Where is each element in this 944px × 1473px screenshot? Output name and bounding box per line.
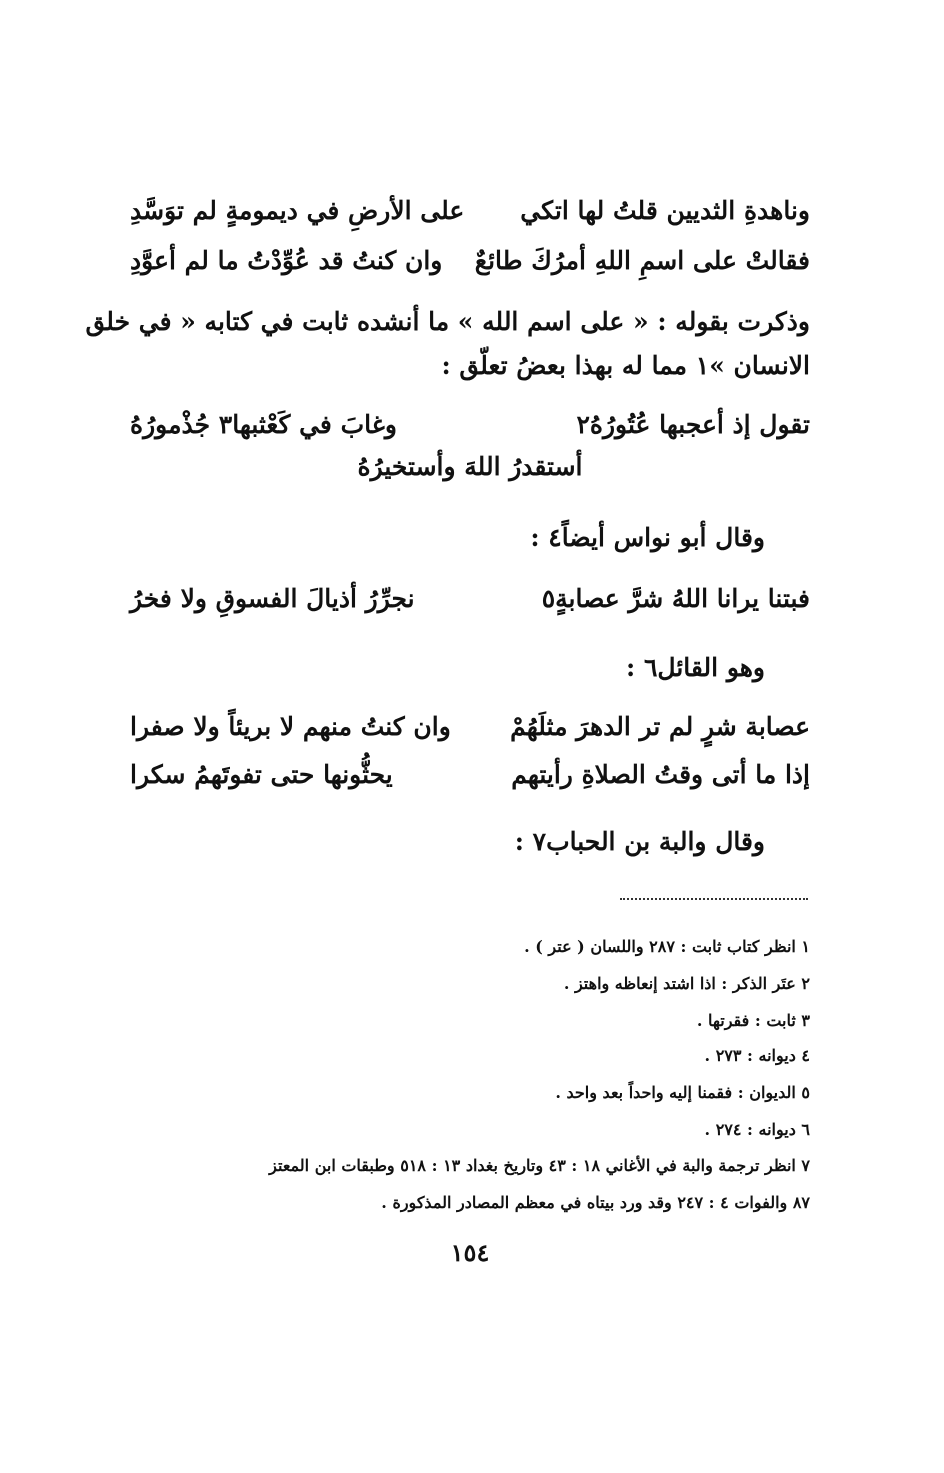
footnote: ١ انظر كتاب ثابت : ٢٨٧ واللسان ( عتر ) . [524, 937, 810, 956]
verse-line [130, 706, 810, 746]
footnote: ٦ ديوانه : ٢٧٤ . [704, 1120, 810, 1139]
verse-hemistich-second: وان كنتُ منهم لا بريئاً ولا صفرا [130, 711, 451, 741]
verse-hemistich-first: تقول إذ أعجبها عُتُورُهُ٢ [576, 409, 810, 439]
verse-hemistich-first: فقالتْ على اسمِ اللهِ أمرُكَ طائعٌ [474, 245, 810, 275]
verse-centered-line: أستقدرُ اللهَ وأستخيرُهُ [357, 452, 583, 481]
verse-line [130, 190, 810, 230]
verse-hemistich-second: نجرِّرُ أذيالَ الفسوقِ ولا فخرُ [130, 583, 415, 613]
prose-line: وقال أبو نواس أيضاً٤ : [530, 523, 765, 552]
footnote-continuation: ٨٧ والفوات ٤ : ٢٤٧ وقد ورد بيتاه في معظم المصادر المذكورة . [381, 1193, 810, 1212]
verse-hemistich-first: عصابة شرٍ لم تر الدهرَ مثلَهُمْ [510, 711, 810, 741]
prose-line: الانسان »١ مما له بهذا بعضُ تعلّق : [441, 351, 810, 380]
footnote-divider [620, 898, 808, 900]
verse-line [130, 404, 810, 444]
footnote: ٢ عتَر الذكر : اذا اشتد إنعاظه واهتز . [563, 974, 810, 993]
verse-hemistich-second: على الأرضِ في ديمومةٍ لم توَسَّدِ [130, 195, 465, 225]
verse-hemistich-first: إذا ما أتى وقتُ الصلاةِ رأيتهم [511, 759, 810, 789]
prose-line: وهو القائل٦ : [626, 653, 765, 682]
verse-hemistich-second: يحثُّونها حتى تفوتَهمُ سكرا [130, 759, 393, 789]
verse-line [130, 240, 810, 280]
verse-hemistich-second: وغابَ في كَعْثبها٣ جُذْمورُهُ [130, 409, 397, 439]
verse-hemistich-second: وان كنتُ قد عُوِّدْتُ ما لم أعوَّدِ [130, 245, 443, 275]
prose-line: وقال والبة بن الحباب٧ : [514, 827, 765, 856]
footnote: ٥ الديوان : فقمنا إليه واحداً بعد واحد . [555, 1083, 810, 1102]
footnote: ٧ انظر ترجمة والبة في الأغاني ١٨ : ٤٣ وتاريخ بغداد ١٣ : ٥١٨ وطبقات ابن المعتز [269, 1156, 810, 1175]
footnote: ٣ ثابت : فقرتها . [696, 1011, 810, 1030]
verse-hemistich-first: وناهدةِ الثديين قلتُ لها اتكي [520, 195, 810, 225]
prose-line: وذكرت بقوله : « على اسم الله » ما أنشده ثابت في كتابه « في خلق [85, 307, 810, 336]
verse-line [130, 754, 810, 794]
verse-hemistich-first: فبتنا يرانا اللهُ شرَّ عصابةٍ٥ [541, 583, 810, 613]
verse-line [130, 578, 810, 618]
footnote: ٤ ديوانه : ٢٧٣ . [704, 1046, 810, 1065]
page-number: ١٥٤ [450, 1238, 490, 1267]
